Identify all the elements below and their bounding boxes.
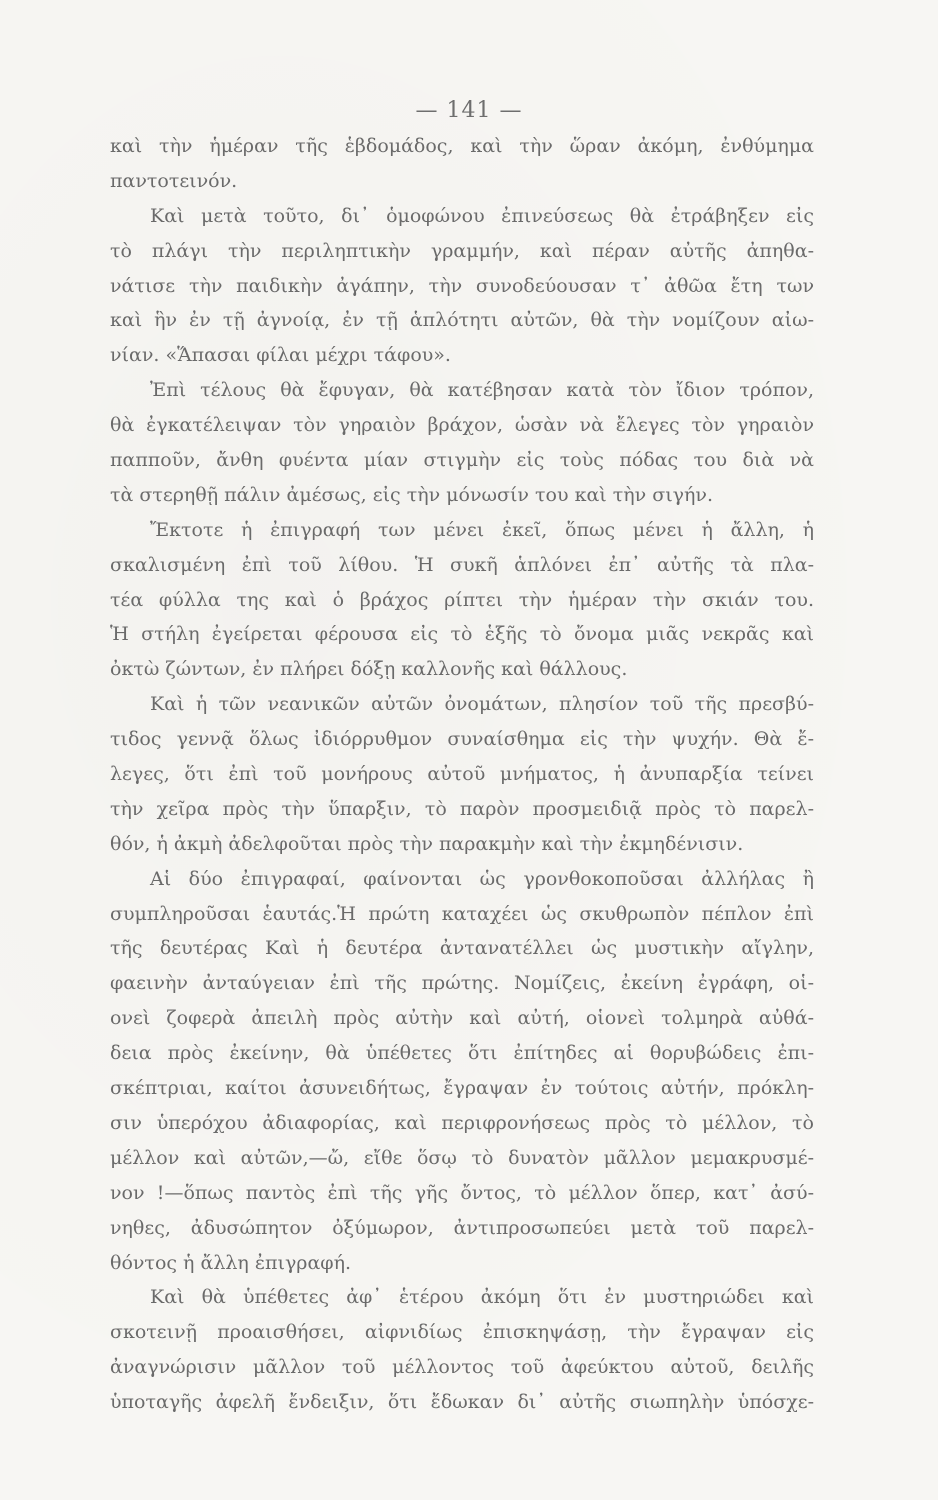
text-line: νηθες, ἀδυσώπητον ὀξύμωρον, ἀντιπροσωπεύει μετὰ τοῦ παρελ- <box>110 1216 814 1239</box>
text-line: φαεινὴν ἀνταύγειαν ἐπὶ τῆς πρώτης. Νομίζεις, ἐκείνη ἐγράφη, οἱ- <box>110 972 814 995</box>
text-line: Καὶ μετὰ τοῦτο, δι᾽ ὁμοφώνου ἐπινεύσεως θὰ ἐτράβηξεν εἰς <box>150 204 814 227</box>
text-line: σκέπτριαι, καίτοι ἀσυνειδήτως, ἔγραψαν ἐν τούτοις αὐτήν, πρόκλη- <box>110 1077 814 1100</box>
text-line: καὶ ἣν ἐν τῇ ἀγνοίᾳ, ἐν τῇ ἁπλότητι αὐτῶν, θὰ τὴν νομίζουν αἰω- <box>110 309 814 332</box>
text-line: Ἔκτοτε ἡ ἐπιγραφή των μένει ἐκεῖ, ὅπως μένει ἡ ἄλλη, ἡ <box>150 518 814 541</box>
text-line: σιν ὑπερόχου ἀδιαφορίας, καὶ περιφρονήσεως πρὸς τὸ μέλλον, τὸ <box>110 1111 814 1134</box>
text-line: νίαν. «Ἅπασαι φίλαι μέχρι τάφου». <box>110 344 451 367</box>
text-line: ὑποταγῆς ἀφελῆ ἔνδειξιν, ὅτι ἔδωκαν δι᾽ αὐτῆς σιωπηλὴν ὑπόσχε- <box>110 1391 814 1414</box>
text-line: δεια πρὸς ἐκείνην, θὰ ὑπέθετες ὅτι ἐπίτηδες αἱ θορυβώδεις ἐπι- <box>110 1042 814 1065</box>
text-line: θόντος ἡ ἄλλη ἐπιγραφή. <box>110 1251 352 1274</box>
text-line: Ἐπὶ τέλους θὰ ἔφυγαν, θὰ κατέβησαν κατὰ τὸν ἴδιον τρόπον, <box>150 379 814 402</box>
text-line: νάτισε τὴν παιδικὴν ἀγάπην, τὴν συνοδεύουσαν τ᾽ ἀθῶα ἔτη των <box>110 274 814 297</box>
text-line: σκοτεινῇ προαισθήσει, αἰφνιδίως ἐπισκηψάσῃ, τὴν ἔγραψαν εἰς <box>110 1321 814 1344</box>
text-line: Καὶ ἡ τῶν νεανικῶν αὐτῶν ὀνομάτων, πλησίον τοῦ τῆς πρεσβύ- <box>150 693 814 716</box>
text-line: θὰ ἐγκατέλειψαν τὸν γηραιὸν βράχον, ὡσὰν νὰ ἔλεγες τὸν γηραιὸν <box>110 414 814 437</box>
text-line: παντοτεινόν. <box>110 169 238 192</box>
text-line: ονεὶ ζοφερὰ ἀπειλὴ πρὸς αὐτὴν καὶ αὐτή, οἱονεὶ τολμηρὰ αὐθά- <box>110 1007 814 1030</box>
text-line: Ἡ στήλη ἐγείρεται φέρουσα εἰς τὸ ἑξῆς τὸ ὄνομα μιᾶς νεκρᾶς καὶ <box>110 623 814 646</box>
text-line: τὰ στερηθῇ πάλιν ἀμέσως, εἰς τὴν μόνωσίν του καὶ τὴν σιγήν. <box>110 483 713 506</box>
text-line: Αἱ δύο ἐπιγραφαί, φαίνονται ὡς γρονθοκοποῦσαι ἀλλήλας ἢ <box>150 867 814 890</box>
text-line: σκαλισμένη ἐπὶ τοῦ λίθου. Ἡ συκῆ ἁπλόνει ἐπ᾽ αὐτῆς τὰ πλα- <box>110 553 814 576</box>
text-line: τιδος γεννᾷ ὅλως ἰδιόρρυθμον συναίσθημα εἰς τὴν ψυχήν. Θὰ ἔ- <box>110 728 814 751</box>
text-line: τὴν χεῖρα πρὸς τὴν ὕπαρξιν, τὸ παρὸν προσμειδιᾷ πρὸς τὸ παρελ- <box>110 797 814 820</box>
body-text <box>110 129 814 1420</box>
page-number: — 141 — <box>415 98 523 123</box>
text-line: τῆς δευτέρας Καὶ ἡ δευτέρα ἀντανατέλλει ὡς μυστικὴν αἴγλην, <box>110 937 814 960</box>
text-line: ἀναγνώρισιν μᾶλλον τοῦ μέλλοντος τοῦ ἀφεύκτου αὐτοῦ, δειλῆς <box>110 1356 814 1379</box>
text-line: τὸ πλάγι τὴν περιληπτικὴν γραμμήν, καὶ πέραν αὐτῆς ἀπηθα- <box>110 239 814 262</box>
text-line: παπποῦν, ἄνθη φυέντα μίαν στιγμὴν εἰς τοὺς πόδας του διὰ νὰ <box>110 449 814 472</box>
text-line: ὀκτὼ ζώντων, ἐν πλήρει δόξῃ καλλονῆς καὶ θάλλους. <box>110 658 628 681</box>
text-line: συμπληροῦσαι ἑαυτάς.Ἡ πρώτη καταχέει ὡς σκυθρωπὸν πέπλον ἐπὶ <box>110 902 814 925</box>
text-line: μέλλον καὶ αὐτῶν,—ὤ, εἴθε ὅσῳ τὸ δυνατὸν μᾶλλον μεμακρυσμέ- <box>110 1146 814 1169</box>
text-line: Καὶ θὰ ὑπέθετες ἀφ᾽ ἑτέρου ἀκόμη ὅτι ἐν μυστηριώδει καὶ <box>150 1286 814 1309</box>
text-line: νον !—ὅπως παντὸς ἐπὶ τῆς γῆς ὄντος, τὸ μέλλον ὅπερ, κατ᾽ ἀσύ- <box>110 1181 814 1204</box>
text-line: θόν, ἡ ἀκμὴ ἀδελφοῦται πρὸς τὴν παρακμὴν καὶ τὴν ἐκμηδένισιν. <box>110 832 744 855</box>
text-line: λεγες, ὅτι ἐπὶ τοῦ μονήρους αὐτοῦ μνήματος, ἡ ἀνυπαρξία τείνει <box>110 763 814 786</box>
text-line: καὶ τὴν ἡμέραν τῆς ἑβδομάδος, καὶ τὴν ὥραν ἀκόμη, ἐνθύμημα <box>110 135 814 157</box>
text-line: τέα φύλλα της καὶ ὁ βράχος ρίπτει τὴν ἡμέραν τὴν σκιάν του. <box>110 588 814 611</box>
